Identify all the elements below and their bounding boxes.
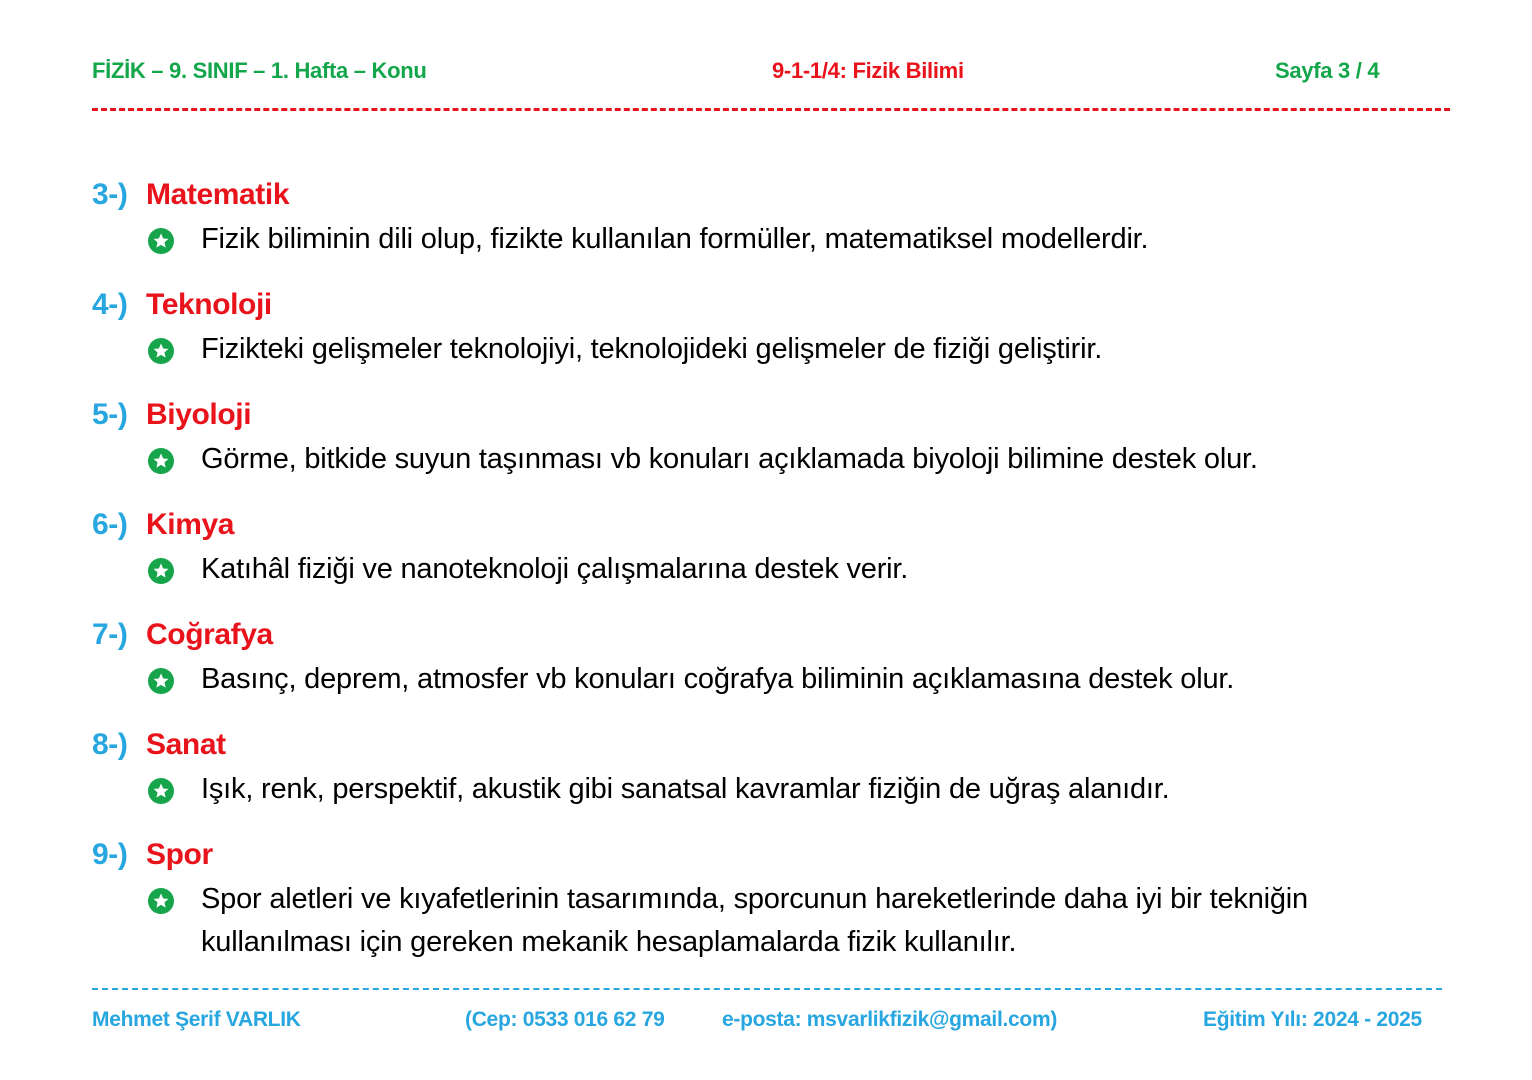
header-course-title: FİZİK – 9. SINIF – 1. Hafta – Konu <box>92 58 427 83</box>
section-matematik <box>92 178 1472 261</box>
section-description: Görme, bitkide suyun taşınması vb konuları açıklamada biyoloji bilimine destek olur. <box>201 443 1258 475</box>
header-divider <box>92 108 1450 111</box>
section-title: Teknoloji <box>146 288 272 321</box>
footer-phone: (Cep: 0533 016 62 79 <box>465 1008 665 1031</box>
section-title: Biyoloji <box>146 398 252 431</box>
section-kimya <box>92 508 1472 591</box>
section-number: 4-) <box>92 288 128 321</box>
header-page-number: Sayfa 3 / 4 <box>1275 58 1380 83</box>
section-number: 8-) <box>92 728 128 761</box>
section-description: Fizik biliminin dili olup, fizikte kullanılan formüller, matematiksel modellerdir. <box>201 223 1149 255</box>
section-description: Basınç, deprem, atmosfer vb konuları coğrafya biliminin açıklamasına destek olur. <box>201 663 1235 695</box>
footer-divider <box>92 988 1442 990</box>
star-bullet-icon <box>148 778 174 804</box>
section-title: Spor <box>146 838 213 871</box>
footer-email: e-posta: msvarlikfizik@gmail.com) <box>722 1008 1058 1031</box>
footer-school-year: Eğitim Yılı: 2024 - 2025 <box>1203 1008 1422 1031</box>
section-number: 6-) <box>92 508 128 541</box>
section-spor <box>92 838 1472 964</box>
section-number: 7-) <box>92 618 128 651</box>
section-title: Coğrafya <box>146 618 273 651</box>
section-number: 3-) <box>92 178 128 211</box>
section-description: Spor aletleri ve kıyafetlerinin tasarımında, sporcunun hareketlerinde daha iyi bir tekniğin kullanılması için gereken mekanik hesaplamalarda fizik kullanılır. <box>201 883 1308 958</box>
section-title: Matematik <box>146 178 290 211</box>
section-title: Kimya <box>146 508 235 541</box>
section-title: Sanat <box>146 728 226 761</box>
section-number: 5-) <box>92 398 128 431</box>
section-biyoloji <box>92 398 1472 481</box>
star-bullet-icon <box>148 228 174 254</box>
footer-author: Mehmet Şerif VARLIK <box>92 1008 301 1031</box>
section-description: Fizikteki gelişmeler teknolojiyi, teknolojideki gelişmeler de fiziği geliştirir. <box>201 333 1103 365</box>
star-bullet-icon <box>148 668 174 694</box>
section-description: Katıhâl fiziği ve nanoteknoloji çalışmalarına destek verir. <box>201 553 909 585</box>
section-cografya <box>92 618 1472 701</box>
section-description: Işık, renk, perspektif, akustik gibi sanatsal kavramlar fiziğin de uğraş alanıdır. <box>201 773 1170 805</box>
star-bullet-icon <box>148 888 174 914</box>
header-topic-title: 9-1-1/4: Fizik Bilimi <box>772 58 964 83</box>
section-sanat <box>92 728 1472 811</box>
section-number: 9-) <box>92 838 128 871</box>
star-bullet-icon <box>148 448 174 474</box>
section-teknoloji <box>92 288 1472 371</box>
star-bullet-icon <box>148 338 174 364</box>
star-bullet-icon <box>148 558 174 584</box>
